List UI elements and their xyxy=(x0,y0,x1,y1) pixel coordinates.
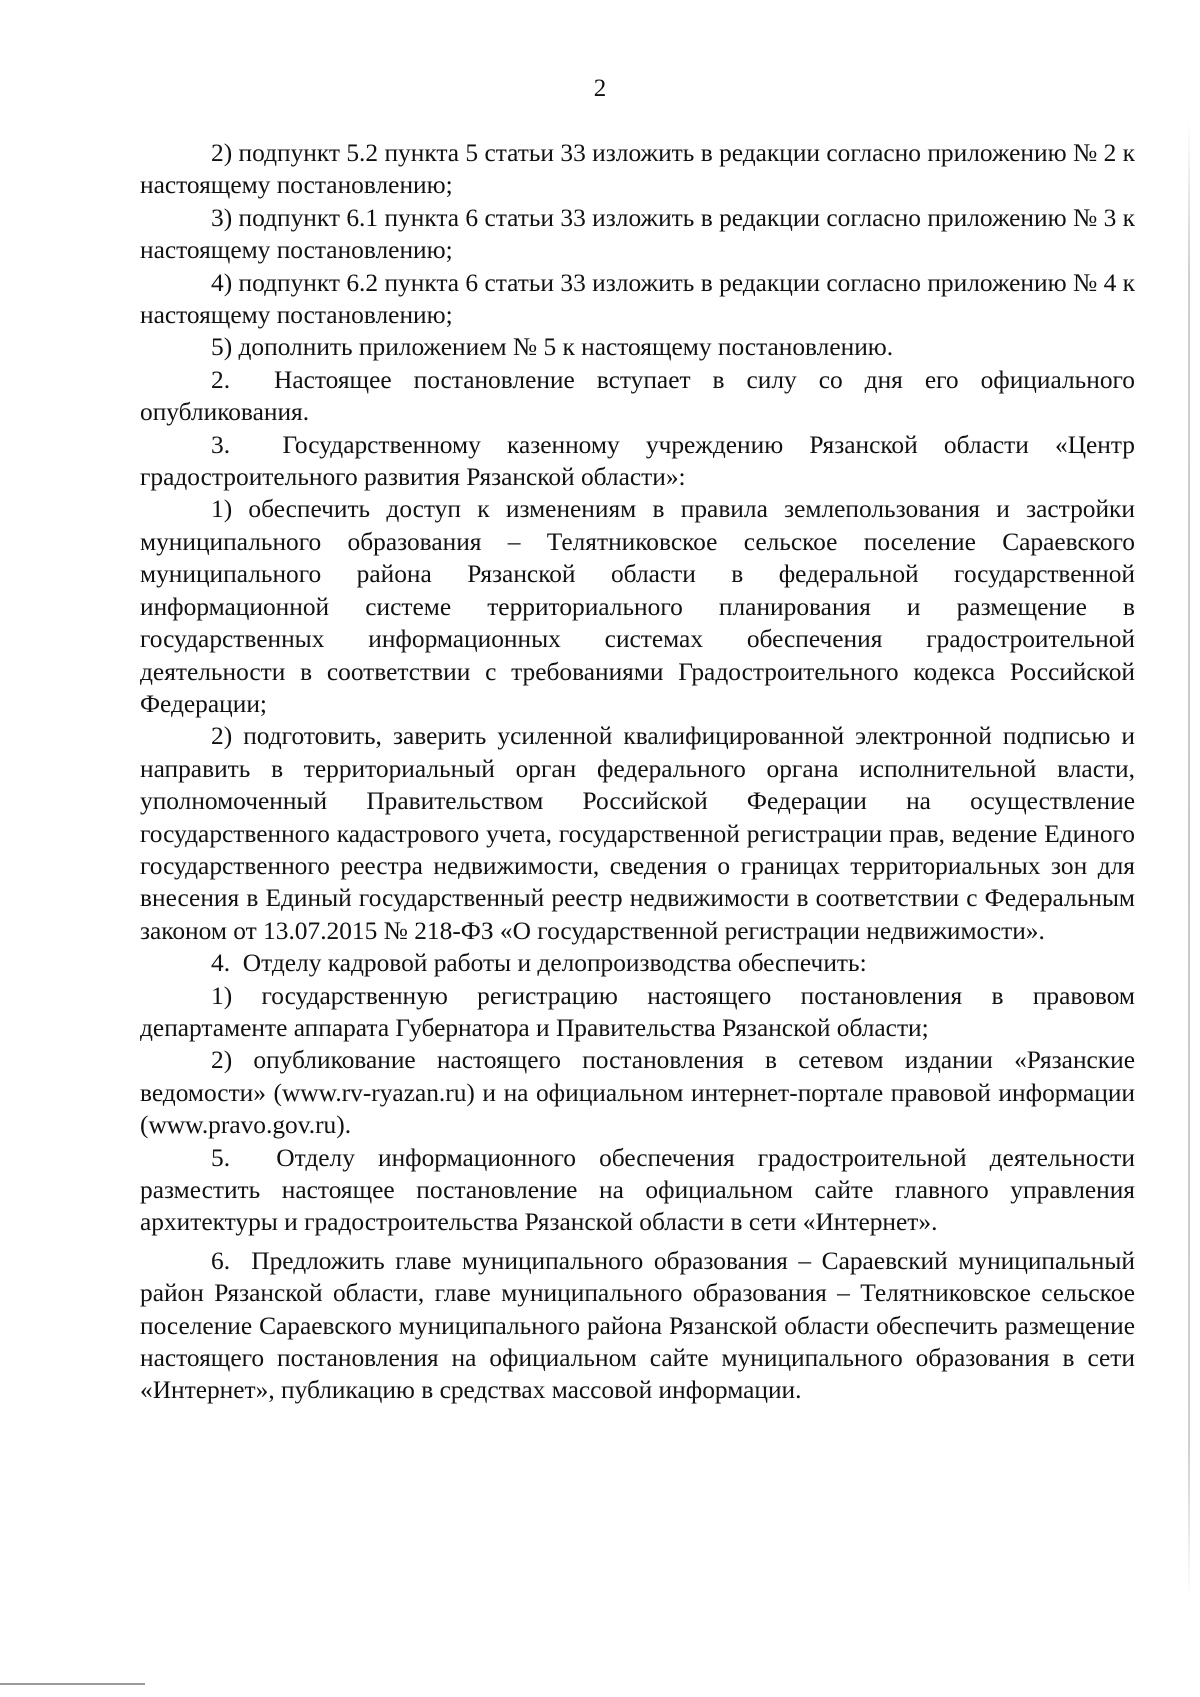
paragraph-section-5: 5. Отделу информационного обеспечения градостроительной деятельности разместить настоящее постановление на официальном сайте главного управления архитектуры и градостроительства Рязанской области в сети «Интернет». xyxy=(140,1143,1135,1237)
paragraph-section-3-item-1: 1) обеспечить доступ к изменениям в правила землепользования и застройки муниципального образования – Телятниковское сельское поселение Сараевского муниципального района Рязанской области в федеральной государственной информационной системе территориального планирования и размещение в государственных информационных системах обеспечения градостроительной деятельности в соответствии с требованиями Градостроительного кодекса Российской Федерации; xyxy=(140,495,1135,718)
paragraph-section-2: 2. Настоящее постановление вступает в силу со дня его официального опубликования. xyxy=(140,365,1135,427)
document-body xyxy=(140,137,1135,1407)
page-number: 2 xyxy=(593,75,607,102)
paragraph-item-4: 4) подпункт 6.2 пункта 6 статьи 33 изложить в редакции согласно приложению № 4 к настоящему постановлению; xyxy=(140,268,1135,330)
paragraph-section-3: 3. Государственному казенному учреждению Рязанской области «Центр градостроительного развития Рязанской области»: xyxy=(140,430,1135,492)
paragraph-section-4-item-1: 1) государственную регистрацию настоящего постановления в правовом департаменте аппарата Губернатора и Правительства Рязанской области; xyxy=(140,981,1135,1042)
paragraph-item-2: 2) подпункт 5.2 пункта 5 статьи 33 изложить в редакции согласно приложению № 2 к настоящему постановлению; xyxy=(140,139,1135,200)
paragraph-item-3: 3) подпункт 6.1 пункта 6 статьи 33 изложить в редакции согласно приложению № 3 к настоящему постановлению; xyxy=(140,203,1135,265)
scan-edge-right xyxy=(1188,120,1190,1600)
paragraph-section-4: 4. Отделу кадровой работы и делопроизводства обеспечить: xyxy=(211,949,867,978)
paragraph-section-4-item-2: 2) опубликование настоящего постановления в сетевом издании «Рязанские ведомости» (www.rv-ryazan.ru) и на официальном интернет-портале правовой информации (www.pravo.gov.ru). xyxy=(140,1046,1135,1140)
scan-edge-bottom xyxy=(0,1683,145,1685)
paragraph-section-3-item-2: 2) подготовить, заверить усиленной квалифицированной электронной подписью и направить в территориальный орган федерального органа исполнительной власти, уполномоченный Правительством Российской Федерации на осуществление государственного кадастрового учета, государственной регистрации прав, ведение Единого государственного реестра недвижимости, сведения о границах территориальных зон для внесения в Единый государственный реестр недвижимости в соответствии с Федеральным законом от 13.07.2015 № 218-ФЗ «О государственной регистрации недвижимости». xyxy=(140,722,1135,945)
paragraph-section-6: 6. Предложить главе муниципального образования – Сараевский муниципальный район Рязанской области, главе муниципального образования – Телятниковское сельское поселение Сараевского муниципального района Рязанской области обеспечить размещение настоящего постановления на официальном сайте муниципального образования в сети «Интернет», публикацию в средствах массовой информации. xyxy=(140,1246,1135,1405)
paragraph-item-5: 5) дополнить приложением № 5 к настоящему постановлению. xyxy=(211,333,894,362)
